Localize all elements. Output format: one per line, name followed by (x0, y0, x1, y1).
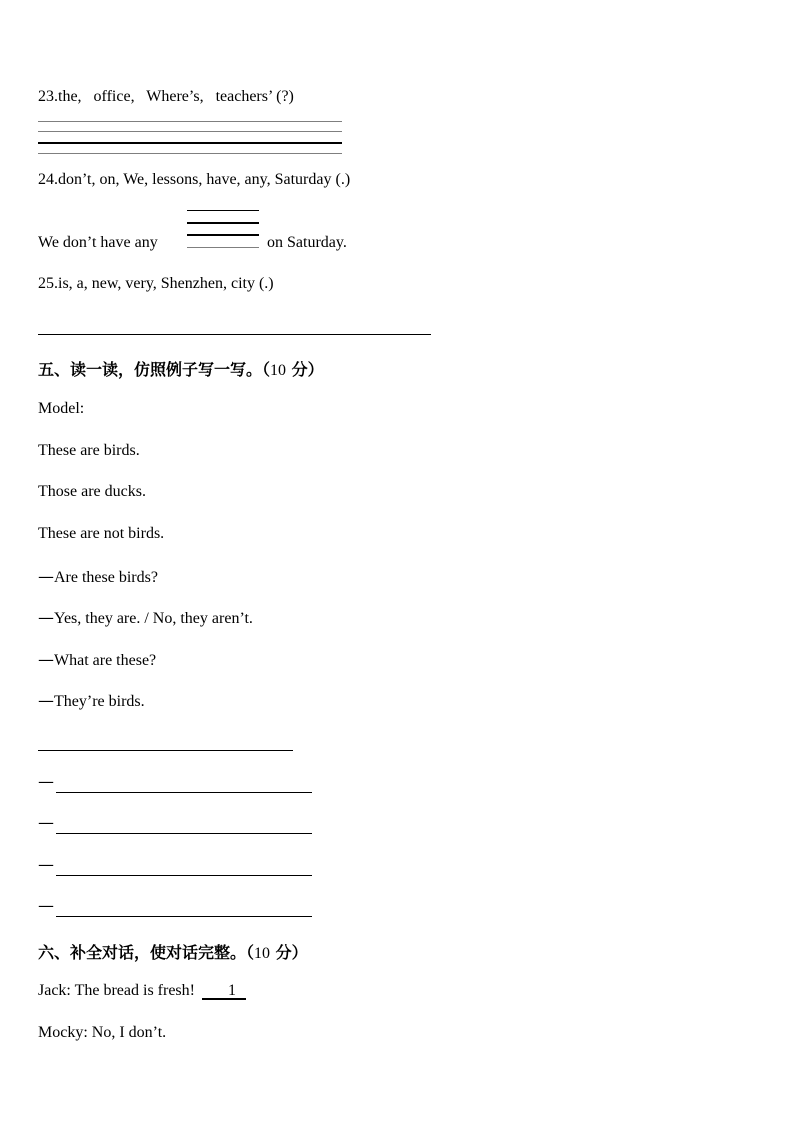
section-5-heading (38, 357, 324, 380)
answer-line[interactable] (38, 750, 293, 751)
question-number: 23. (38, 88, 58, 105)
question-24 (38, 171, 350, 189)
dialog-text: They’re birds. (54, 693, 145, 710)
answer-line[interactable] (38, 142, 342, 144)
answer-line[interactable] (56, 792, 312, 793)
model-line: These are birds. (38, 442, 140, 459)
answer-line[interactable] (38, 334, 431, 335)
heading-end: 分） (286, 360, 324, 379)
dialog-line (38, 608, 253, 628)
dialog-text: What are these? (54, 652, 157, 669)
answer-sentence-start: We don’t have any (38, 234, 158, 251)
heading-text: 六、补全对话，使对话完整。（ (38, 943, 255, 962)
heading-text: 五、读一读，仿照例子写一写。（ (38, 360, 271, 379)
dialog-line (38, 691, 145, 711)
dialog-line-mocky: Mocky: No, I don’t. (38, 1024, 167, 1041)
answer-line[interactable] (56, 875, 312, 876)
score: 10 (270, 362, 287, 379)
dialog-text: Yes, they are. / No, they aren’t. (54, 610, 253, 627)
question-number: 25. (38, 275, 58, 292)
answer-sentence-end: on Saturday. (267, 234, 347, 251)
answer-line[interactable] (187, 222, 259, 224)
model-label: Model: (38, 400, 85, 417)
dash: — (38, 896, 54, 915)
answer-line[interactable] (38, 153, 342, 154)
answer-line[interactable] (187, 210, 259, 211)
model-line: Those are ducks. (38, 483, 146, 500)
answer-line[interactable] (56, 916, 312, 917)
answer-line[interactable] (38, 131, 342, 132)
score: 10 (254, 945, 271, 962)
answer-line[interactable] (38, 121, 342, 122)
dialog-text: Are these birds? (54, 569, 158, 586)
dialog-text: Jack: The bread is fresh! (38, 982, 195, 999)
question-words: the, office, Where’s, teachers’ (?) (58, 88, 294, 105)
question-words: don’t, on, We, lessons, have, any, Saturday (.) (58, 171, 351, 188)
dash: — (38, 650, 54, 669)
dialog-line (38, 650, 156, 670)
dash: — (38, 691, 54, 710)
answer-line[interactable] (187, 247, 259, 248)
dialog-line-jack (38, 982, 246, 1000)
section-6-heading (38, 940, 308, 963)
dialog-line (38, 567, 158, 587)
dash: — (38, 608, 54, 627)
answer-line[interactable] (56, 833, 312, 834)
heading-end: 分） (270, 943, 308, 962)
question-23 (38, 88, 294, 106)
question-25 (38, 275, 274, 293)
answer-line[interactable] (187, 234, 259, 236)
dash: — (38, 855, 54, 874)
dash: — (38, 567, 54, 586)
blank-1[interactable]: 1 (202, 983, 246, 1000)
dash: — (38, 813, 54, 832)
dash: — (38, 772, 54, 791)
question-number: 24. (38, 171, 58, 188)
question-words: is, a, new, very, Shenzhen, city (.) (58, 275, 274, 292)
model-line: These are not birds. (38, 525, 165, 542)
